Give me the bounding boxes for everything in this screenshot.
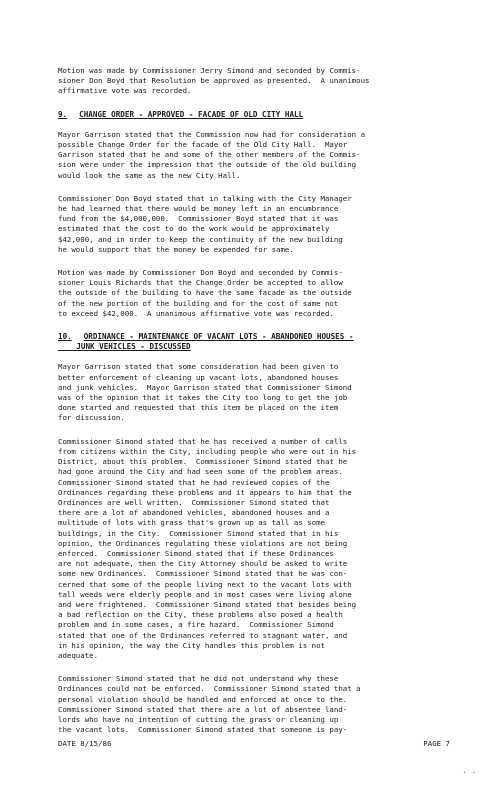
paragraph-boyd-encumbrance: Commissioner Don Boyd stated that in talking with the City Manager he had learned that there would be money left in an encumbrance fund from the $4,000,000. Commissioner Boyd stated that it was estimated that the cost to do the work would be approximately $42,000, and in order to keep the continuity of the new building he would support that the money be expended for same. bbox=[58, 193, 352, 254]
paragraph-simond-calls: Commissioner Simond stated that he has received a number of calls from citizens within the City, including people who were out in his District, about this problem. Commissioner Simond stated that he had gone around the City and had seen some of the problem areas. Commissioner Simond stated that he had reviewed copies of the Ordinances regarding these problems and it appears to him that the Ordinances are well written. Commissioner Simond stated that there are a lot of abandoned vehicles, abandoned houses and a multitude of lots with grass that's grown up as tall as some buildings, in the City. Commissioner Simond stated that in his opinion, the Ordinances regulating these violations are not being enforced. Commissioner Simond stated that if these Ordinances are not adequate, then the City Attorney should be asked to write some new Ordinances. Commissioner Simond stated that he was con- cerned that some of the people living next to the vacant lots with tall weeds were elderly people and in most cases were living alone and were frightened. Commissioner Simond stated that besides being a bad reflection on the City, these problems also posed a health problem and in some cases, a fire hazard. Commissioner Simond stated that one of the Ordinances referred to stagnant water, and in his opinion, the way the City handles this problem is not adequate. bbox=[58, 436, 357, 660]
paragraph-motion-resolution: Motion was made by Commissioner Jerry Simond and seconded by Commis- sioner Don Boyd that Resolution be approved as presented. A unanimous affirmative vote was recorded. bbox=[58, 66, 370, 96]
paragraph-simond-enforcement: Commissioner Simond stated that he did not understand why these Ordinances could not be enforced. Commissioner Simond stated that a personal violation should be handled and enforced at once to the. Commissioner Simond stated that there are a lot of absentee land- lords who have no intention of cutting the grass or cleaning up the vacant lots. Commissioner Simond stated that someone is pay- bbox=[58, 674, 361, 735]
section-heading-10 bbox=[58, 332, 464, 352]
page-footer bbox=[58, 739, 450, 748]
paragraph-change-order-intro: Mayor Garrison stated that the Commission now had for consideration a possible Change Order for the facade of the Old City Hall. Mayor Garrison stated that he and some of the other members of the Commis- sion were under the impression that the outside of the old building would look the same as the new City Hall. bbox=[58, 129, 366, 180]
section-number: 10. bbox=[58, 332, 72, 342]
paragraph-motion-change-order: Motion was made by Commissioner Don Boyd and seconded by Commis- sioner Louis Richards that the Change Order be accepted to allow the outside of the building to have the same facade as the outside of the new portion of the building and for the cost of same not to exceed $42,000. A unanimous affirmative vote was recorded. bbox=[58, 268, 352, 318]
footer-page-number: PAGE 7 bbox=[423, 739, 450, 748]
section-heading-9 bbox=[58, 110, 464, 120]
section-title: ORDINANCE - MAINTENANCE OF VACANT LOTS - ABANDONED HOUSES - JUNK VEHICLES - DISCUSSED bbox=[76, 332, 354, 352]
scan-speck: · · bbox=[462, 768, 477, 777]
paragraph-vacant-lots-intro: Mayor Garrison stated that some consideration had been given to better enforcement of cleaning up vacant lots, abandoned houses and junk vehicles. Mayor Garrison stated that Commissioner Simond was of the opinion that it takes the City too long to get the job done started and requested that this item be placed on the item for discussion. bbox=[58, 362, 352, 423]
section-title: CHANGE ORDER - APPROVED - FACADE OF OLD CITY HALL bbox=[79, 109, 304, 119]
footer-date: DATE 8/15/86 bbox=[58, 739, 112, 748]
section-number: 9. bbox=[58, 109, 68, 119]
